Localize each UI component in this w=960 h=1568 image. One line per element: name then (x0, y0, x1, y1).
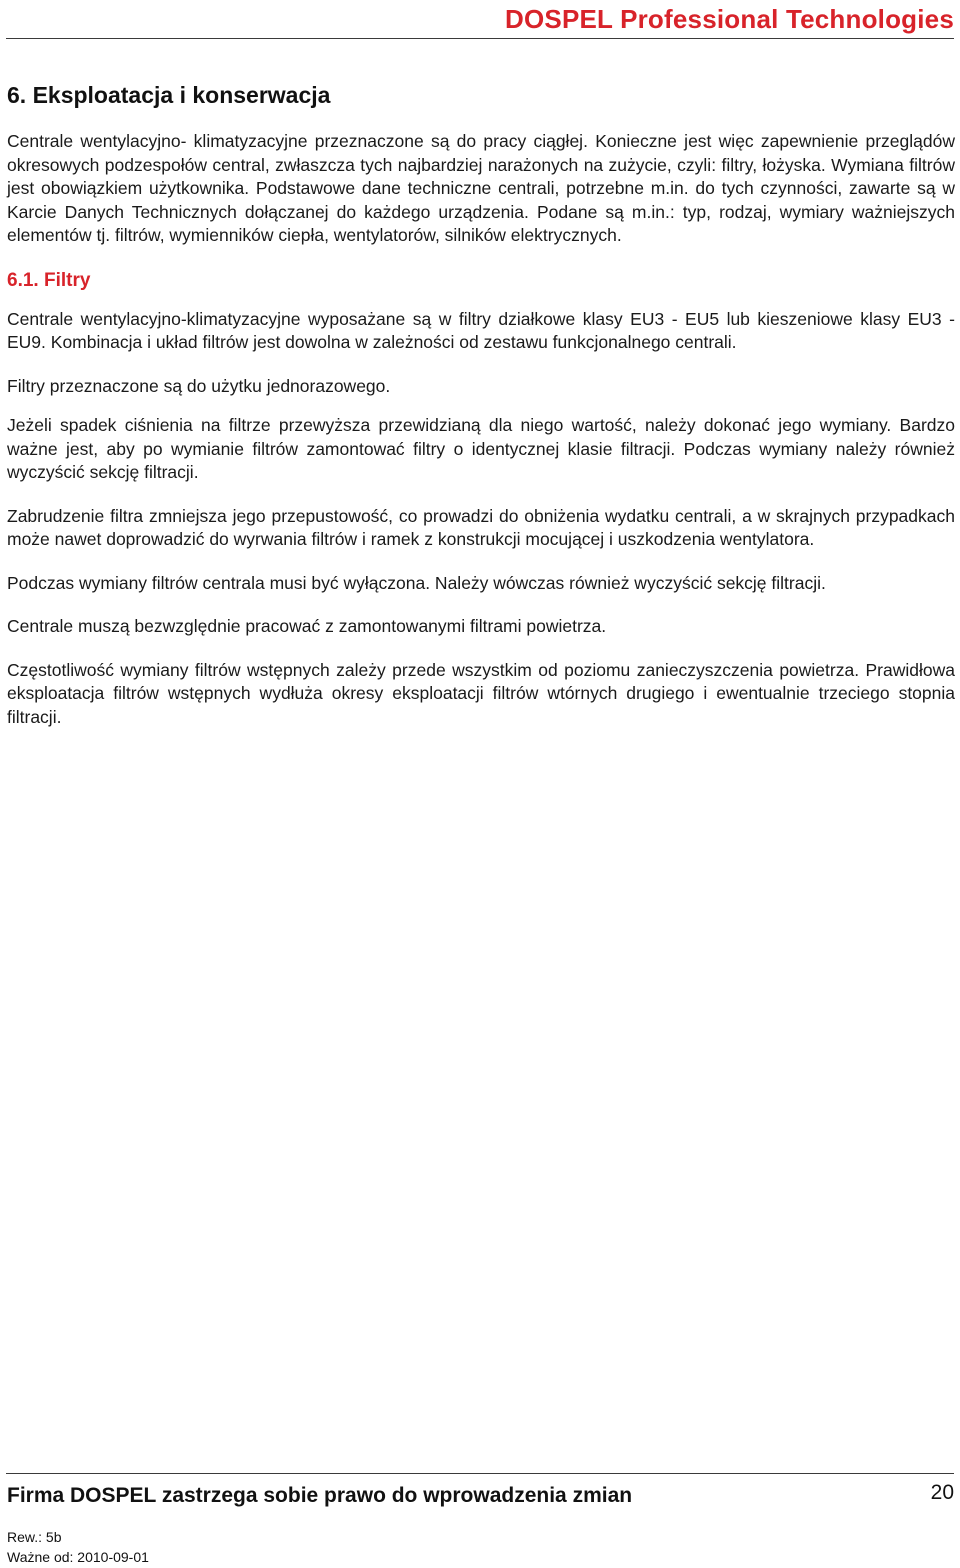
brand-header: DOSPEL Professional Technologies (505, 4, 954, 34)
footer-notice: Firma DOSPEL zastrzega sobie prawo do wprowadzenia zmian (7, 1484, 633, 1507)
filters-paragraph-5: Podczas wymiany filtrów centrala musi być wyłączona. Należy wówczas również wyczyścić sekcję filtracji. (7, 572, 826, 593)
filters-paragraph-7: Częstotliwość wymiany filtrów wstępnych zależy przede wszystkim od poziomu zanieczyszczenia powietrza. Prawidłowa eksploatacja filtrów wstępnych wydłuża okresy eksploatacji filtrów wtórnych drugiego i ewentualnie trzeciego stopnia filtracji. (7, 659, 955, 727)
subsection-title: 6.1. Filtry (7, 269, 91, 291)
section-intro-paragraph: Centrale wentylacyjno- klimatyzacyjne przeznaczone są do pracy ciągłej. Konieczne jest więc zapewnienie przeglądów okresowych podzespołów central, zwłaszcza tych najbardziej narażonych na zużycie, czyli: filtry, łożyska. Wymiana filtrów jest obowiązkiem użytkownika. Podstawowe dane techniczne centrali, potrzebne m.in. do tych czynności, zawarte są w Karcie Danych Technicznych dołączanej do każdego urządzenia. Podane są m.in.: typ, rodzaj, wymiary ważniejszych elementów tj. filtrów, wymienników ciepła, wentylatorów, silników elektrycznych. (7, 131, 955, 245)
filters-paragraph-6: Centrale muszą bezwzględnie pracować z zamontowanymi filtrami powietrza. (7, 616, 607, 636)
filters-paragraph-3: Jeżeli spadek ciśnienia na filtrze przewyższa przewidzianą dla niego wartość, należy dokonać jego wymiany. Bardzo ważne jest, aby po wymianie filtrów zamontować filtry o identycznej klasie filtracji. Podczas wymiany należy również wyczyścić sekcję filtracji. (7, 415, 955, 482)
header-divider (6, 38, 954, 39)
page-number: 20 (930, 1481, 954, 1504)
valid-from-label: Ważne od: 2010-09-01 (7, 1549, 149, 1565)
section-title: 6. Eksploatacja i konserwacja (7, 82, 331, 108)
filters-paragraph-1: Centrale wentylacyjno-klimatyzacyjne wyposażane są w filtry działkowe klasy EU3 - EU5 lub kieszeniowe klasy EU3 - EU9. Kombinacja i układ filtrów jest dowolna w zależności od zestawu funkcjonalnego centrali. (7, 308, 955, 352)
document-body (7, 80, 955, 749)
filters-paragraph-2: Filtry przeznaczone są do użytku jednorazowego. (7, 375, 391, 396)
footer-divider (6, 1473, 954, 1474)
revision-label: Rew.: 5b (7, 1529, 62, 1545)
footer-meta (7, 1527, 149, 1567)
filters-paragraph-4: Zabrudzenie filtra zmniejsza jego przepustowość, co prowadzi do obniżenia wydatku centrali, a w skrajnych przypadkach może nawet doprowadzić do wyrwania filtrów i ramek z konstrukcji mocującej i uszkodzenia wentylatora. (7, 505, 955, 549)
